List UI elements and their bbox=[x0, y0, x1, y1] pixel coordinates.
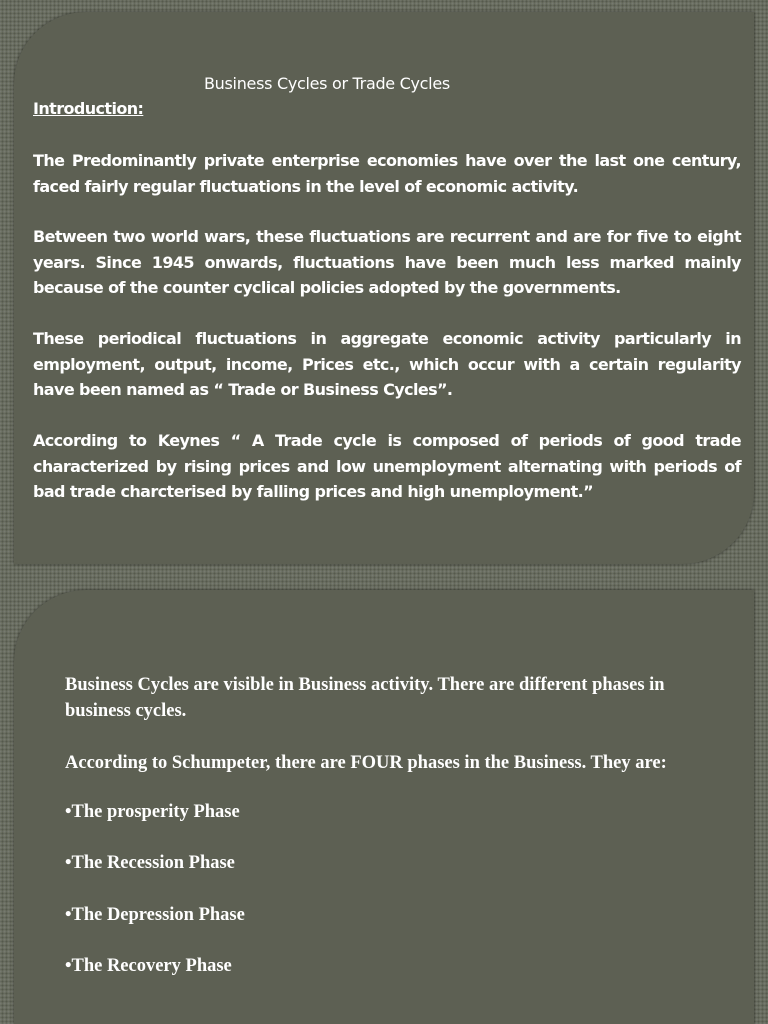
paragraph-fluctuations: The Predominantly private enterprise economies have over the last one century, faced fairly regular fluctuations in the level of economic activity. bbox=[33, 151, 741, 196]
phase-item-depression: •The Depression Phase bbox=[65, 905, 245, 925]
paragraph-world-wars: Between two world wars, these fluctuations are recurrent and are for five to eight years. Since 1945 onwards, fluctuations have been much less marked mainly because of the counter cyclical policies adopted by the governments. bbox=[33, 227, 741, 297]
paragraph-keynes-quote: According to Keynes “ A Trade cycle is composed of periods of good trade characterized by rising prices and low unemployment alternating with periods of bad trade charcterised by falling prices and high unemployment.” bbox=[33, 431, 741, 501]
phase-item-prosperity: •The prosperity Phase bbox=[65, 802, 240, 822]
title-text: Business Cycles or Trade Cycles bbox=[204, 74, 450, 93]
paragraph-periodical: These periodical fluctuations in aggregate economic activity particularly in employment, output, income, Prices etc., which occur with a certain regularity have been named as “ Trade or Business Cycles”. bbox=[33, 329, 741, 399]
phase-item-recovery: •The Recovery Phase bbox=[65, 956, 232, 976]
paragraph-visible-activity bbox=[65, 672, 765, 724]
line-phases-intro: Business Cycles are visible in Business activity. There are different phases in bbox=[65, 675, 665, 695]
phase-item-recession: •The Recession Phase bbox=[65, 853, 235, 873]
slide-title bbox=[204, 74, 450, 93]
introduction-heading: Introduction: bbox=[33, 99, 144, 118]
line-business-cycles: business cycles. bbox=[65, 701, 187, 721]
slide-2 bbox=[14, 590, 754, 1024]
paragraph-schumpeter: According to Schumpeter, there are FOUR phases in the Business. They are: bbox=[65, 753, 667, 773]
slide-1 bbox=[14, 12, 754, 564]
